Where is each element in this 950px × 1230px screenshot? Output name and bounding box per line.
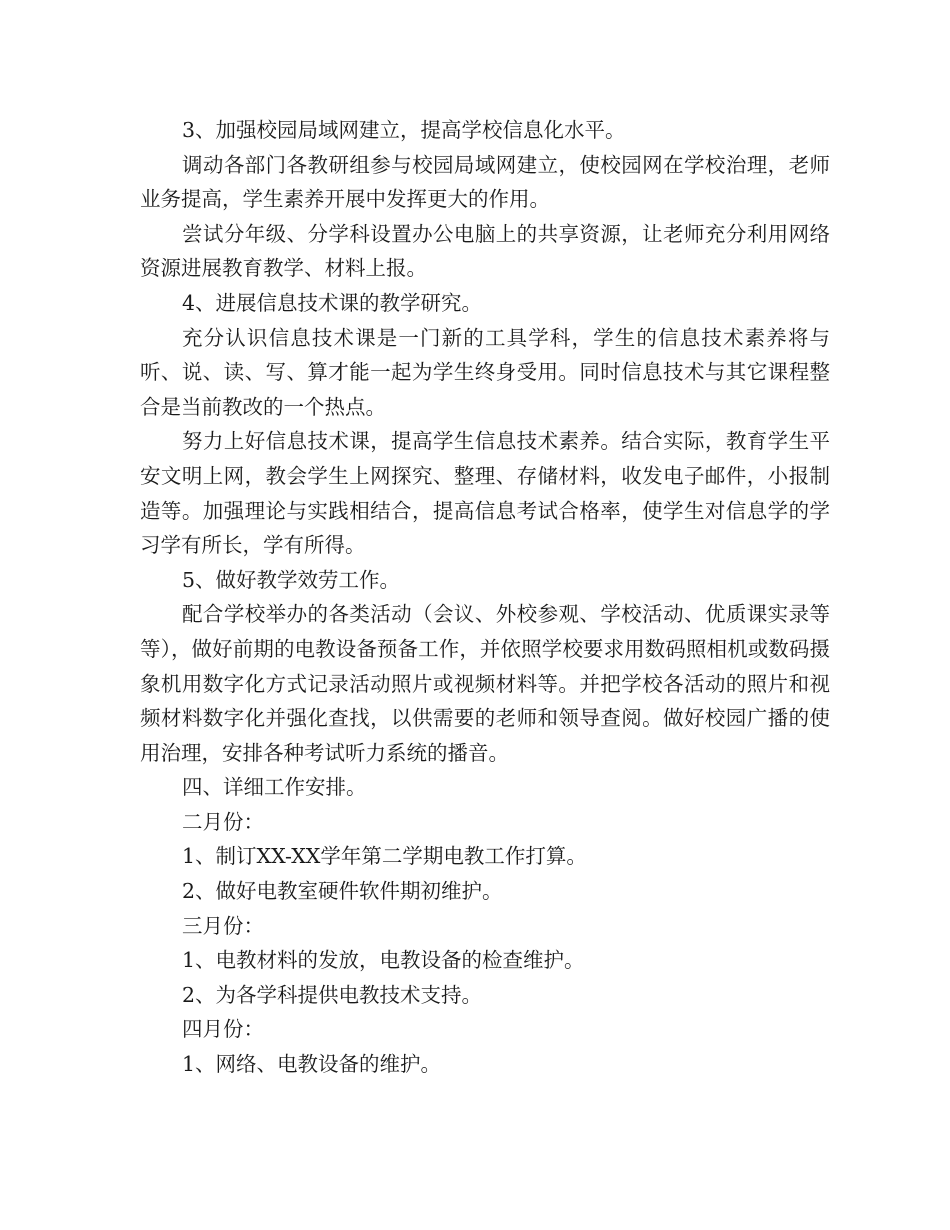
- list-item: 2、做好电教室硬件软件期初维护。: [182, 879, 503, 904]
- list-item: 1、网络、电教设备的维护。: [182, 1052, 442, 1077]
- paragraph: 努力上好信息技术课，提高学生信息技术素养。结合实际，教育学生平安文明上网，教会学生上网探究、整理、存储材料，收发电子邮件，小报制造等。加强理论与实践相结合，提高信息考试合格率，使学生对信息学的学习学有所长，学有所得。: [140, 429, 830, 558]
- list-item: 1、电教材料的发放，电教设备的检查维护。: [182, 948, 585, 973]
- paragraph-heading-5: 5、做好教学效劳工作。: [182, 567, 401, 592]
- month-heading-february: 二月份：: [182, 809, 265, 834]
- list-item: 1、制订XX-XX学年第二学期电教工作打算。: [182, 844, 587, 869]
- paragraph: 调动各部门各教研组参与校园局域网建立，使校园网在学校治理，老师业务提高，学生素养开展中发挥更大的作用。: [140, 152, 830, 212]
- month-heading-april: 四月份：: [182, 1017, 265, 1042]
- paragraph-heading-3: 3、加强校园局域网建立，提高学校信息化水平。: [182, 118, 626, 142]
- section-heading: 四、详细工作安排。: [182, 775, 367, 800]
- month-heading-march: 三月份：: [182, 913, 265, 938]
- paragraph-heading-4: 4、进展信息技术课的教学研究。: [182, 290, 483, 315]
- paragraph: 尝试分年级、分学科设置办公电脑上的共享资源，让老师充分利用网络资源进展教育教学、材料上报。: [140, 221, 830, 281]
- document-body: [140, 113, 830, 1082]
- list-item: 2、为各学科提供电教技术支持。: [182, 982, 483, 1007]
- paragraph: 充分认识信息技术课是一门新的工具学科，学生的信息技术素养将与听、说、读、写、算才能一起为学生终身受用。同时信息技术与其它课程整合是当前教改的一个热点。: [140, 325, 830, 419]
- paragraph: 配合学校举办的各类活动（会议、外校参观、学校活动、优质课实录等等），做好前期的电教设备预备工作，并依照学校要求用数码照相机或数码摄象机用数字化方式记录活动照片或视频材料等。并把学校各活动的照片和视频材料数字化并强化查找，以供需要的老师和领导查阅。做好校园广播的使用治理，安排各种考试听力系统的播音。: [140, 602, 830, 765]
